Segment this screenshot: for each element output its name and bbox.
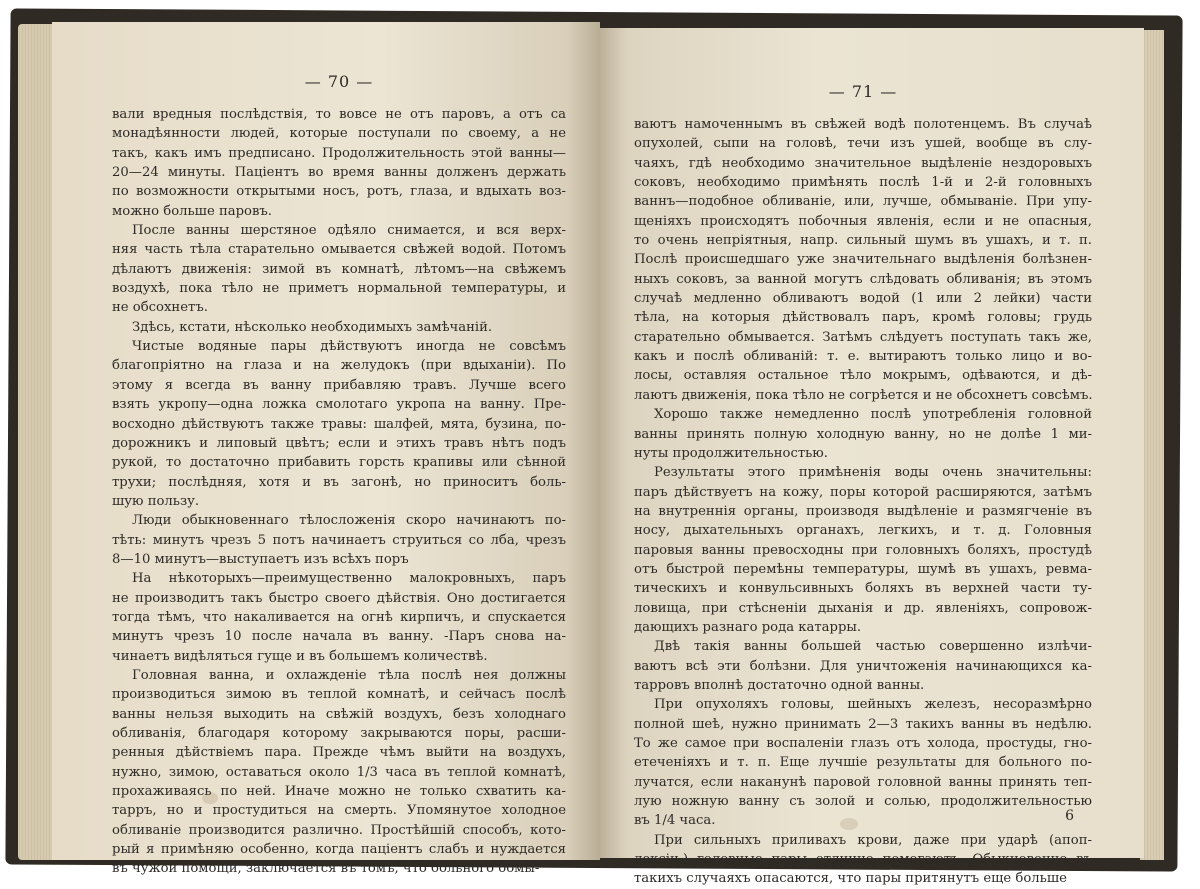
text-line: тѣть: минутъ чрезъ 5 потъ начинаетъ струиться со лба, чрезъ [112, 532, 566, 548]
text-line: отъ быстрой перемѣны температуры, шумѣ въ ушахъ, ревма- [634, 561, 1092, 577]
text-line: То же самое при воспаленіи глазъ отъ холода, простуды, гно- [634, 736, 1092, 751]
text-line: такъ, какъ имъ предписано. Продолжительность этой ванны— [112, 145, 566, 161]
text-line: дѣлаютъ движенія: зимой въ комнатѣ, лѣтомъ—на свѣжемъ [112, 261, 566, 277]
text-line: При сильныхъ приливахъ крови, даже при ударѣ (апоп- [654, 832, 1092, 848]
text-line: этому я всегда въ ванну прибавляю травъ. Лучше всего [112, 377, 566, 393]
paper-stain [202, 792, 218, 804]
text-line: благопріятно на глаза и на желудокъ (при вдыханіи). По [112, 358, 566, 374]
text-line: случаѣ медленно обливаютъ водой (1 или 2 лейки) части [634, 291, 1092, 307]
text-line: тическихъ и конвульсивныхъ боляхъ въ верхней части ту- [634, 581, 1092, 597]
text-line: минутъ чрезъ 10 после начала въ ванну. -Паръ снова на- [112, 629, 566, 645]
text-line: то очень непріятныя, напр. сильный шумъ въ ушахъ, и т. п. [634, 233, 1092, 249]
text-line: обливаніе производится различно. Простѣйшій способъ, кото- [112, 822, 566, 838]
text-line: прохаживаясь по ней. Иначе можно не только схватить ка- [112, 784, 566, 800]
text-line: старательно обмывается. Затѣмъ слѣдуетъ поступать такъ же, [634, 329, 1092, 345]
left-page [52, 22, 600, 877]
text-line: Головная ванна, и охлажденіе тѣла послѣ нея должны [132, 667, 566, 683]
text-line: паръ дѣйствуетъ на кожу, поры которой расширяются, затѣмъ [634, 484, 1092, 500]
text-line: вали вредныя послѣдствія, то вовсе не отъ паровъ, а отъ са [112, 107, 566, 122]
right-page-text [634, 115, 1092, 889]
text-line: ваютъ всѣ эти болѣзни. Для уничтоженія начинающихся ка- [634, 658, 1092, 674]
text-line: етеченіяхъ и т. п. Еще лучшіе результаты для больного по- [634, 755, 1092, 771]
text-line: няя часть тѣла старательно омывается свѣжей водой. Потомъ [112, 242, 566, 258]
text-line: На нѣкоторыхъ—преимущественно малокровныхъ, паръ [132, 571, 566, 587]
text-line: тарровъ вполнѣ достаточно одной ванны. [634, 677, 925, 693]
text-line: рый я примѣняю особенно, когда паціентъ слабъ и нуждается [112, 842, 566, 858]
text-line: лаютъ движенія, пока тѣло не согрѣется и не обсохнетъ совсѣмъ. [634, 387, 1093, 403]
paper-stain [840, 818, 858, 830]
text-line: обливанія, благодаря которому закрываются поры, расши- [112, 726, 566, 741]
text-line: такихъ случаяхъ опасаются, что пары притянутъ еще больше [634, 871, 1067, 887]
text-line: воздухѣ, пока тѣло не приметъ нормальной температуры, и [112, 281, 566, 297]
text-line: лосы, оставляя остальное тѣло мокрымъ, одѣваются, и дѣ- [634, 368, 1092, 384]
left-page-number: — 70 — [304, 72, 374, 91]
text-line: Чистые водяные пары дѣйствуютъ иногда не совсѣмъ [132, 339, 566, 355]
text-line: какъ и послѣ обливаній: т. е. вытираютъ только лицо и во- [634, 349, 1092, 365]
text-line: нуты продолжительностью. [634, 445, 828, 461]
text-line: ванны нельзя выходить на свѣжій воздухъ, безъ холоднаго [112, 706, 566, 722]
text-line: Послѣ происшедшаго уже значительнаго выдѣленія болѣзнен- [634, 252, 1092, 268]
text-line: ваннъ—подобное обливаніе, или, лучше, обмываніе. При упу- [634, 194, 1092, 210]
text-line: не обсохнетъ. [112, 300, 208, 316]
text-line: не производитъ такъ быстро своего дѣйствія. Оно достигается [112, 590, 566, 606]
text-line: лексіи.) головные пары отлично помогаютъ. Обыкновенно въ [634, 852, 1092, 868]
text-line: нужно, зимою, оставаться около 1/3 часа въ теплой комнатѣ, [112, 764, 566, 780]
text-line: Результаты этого примѣненія воды очень значительны: [654, 465, 1092, 481]
text-line: можно больше паровъ. [112, 203, 272, 219]
text-line: 8—10 минутъ—выступаетъ изъ всѣхъ поръ [112, 551, 409, 567]
text-line: ваютъ намоченнымъ въ свѣжей водѣ полотенцемъ. Въ случаѣ [634, 117, 1092, 132]
text-line: лую ножную ванну съ золой и солью, продолжительностью [634, 794, 1092, 810]
text-line: дающихъ разнаго рода катарры. [634, 619, 862, 635]
text-line: соковъ, необходимо примѣнять послѣ 1-й и 2-й головныхъ [634, 175, 1092, 191]
text-line: щеніяхъ происходятъ побочныя явленія, если и не опасныя, [634, 213, 1092, 229]
text-line: носу, дыхательныхъ органахъ, легкихъ, и т. д. Головныя [634, 523, 1092, 539]
text-line: производиться зимою въ теплой комнатѣ, и сейчасъ послѣ [112, 687, 566, 703]
text-line: Люди обыкновеннаго тѣлосложенія скоро начинаютъ по- [132, 513, 566, 529]
text-line: дорожникъ и липовый цвѣтъ; если и этихъ травъ нѣтъ подъ [112, 435, 566, 451]
text-line: взять укропу—одна ложка смолотаго укропа на ванну. Пре- [112, 397, 566, 413]
text-line: Двѣ такія ванны большей частью совершенно излѣчи- [654, 639, 1092, 655]
text-line: опухолей, сыпи на головѣ, течи изъ ушей, вообще въ слу- [634, 136, 1092, 152]
text-line: лучатся, если наканунѣ паровой головной ванны принять теп- [634, 774, 1092, 790]
text-line: После ванны шерстяное одѣяло снимается, и вся верх- [132, 223, 566, 239]
signature-mark: 6 [1065, 808, 1074, 824]
text-line: паровыя ванны превосходны при головныхъ боляхъ, простудѣ [634, 542, 1092, 558]
text-line: ловища, при стѣсненіи дыханія и др. явленіяхъ, сопровож- [634, 600, 1092, 616]
text-line: ренныя дѣйствіемъ пара. Прежде чѣмъ выйти на воздухъ, [112, 745, 566, 761]
text-line: Хорошо также немедленно послѣ употребленія головной [654, 407, 1092, 423]
text-line: чинаетъ видѣляться гуще и въ большемъ количествѣ. [112, 648, 488, 664]
text-line: При опухоляхъ головы, шейныхъ железъ, несоразмѣрно [654, 697, 1092, 713]
left-page-text [112, 105, 566, 879]
text-line: въ 1/4 часа. [634, 813, 716, 829]
text-line: 20—24 минуты. Паціентъ во время ванны долженъ держать [112, 165, 566, 181]
text-line: на внутреннія органы, производя выдѣленіе и размягченіе въ [634, 503, 1092, 519]
text-line: трухи; послѣдняя, хотя и въ загонѣ, но приноситъ боль- [112, 474, 566, 490]
text-line: тѣла, на которыя дѣйствовалъ паръ, кромѣ головы; грудь [634, 310, 1092, 326]
text-line: рукой, то достаточно прибавить горсть крапивы или сѣнной [112, 455, 566, 471]
right-page-number: — 71 — [828, 82, 898, 101]
text-line: восходно дѣйствуютъ также травы: шалфей, мята, бузина, по- [112, 416, 566, 432]
text-line: шую пользу. [112, 493, 200, 509]
text-line: монадѣянности людей, которые поступали по своему, а не [112, 126, 566, 142]
right-page [600, 28, 1144, 887]
text-line: ванны принять полную холодную ванну, но не долѣе 1 ми- [634, 426, 1092, 442]
text-line: полной шеѣ, нужно принимать 2—3 такихъ ванны въ недѣлю. [634, 716, 1092, 732]
text-line: Здѣсь, кстати, нѣсколько необходимыхъ замѣчаній. [132, 319, 493, 335]
text-line: ныхъ соковъ, за ванной могутъ слѣдовать обливанія; въ этомъ [634, 271, 1092, 287]
text-line: тогда тѣмъ, что накаливается на огнѣ кирпичъ, и спускается [112, 609, 566, 625]
text-line: въ чужой помощи, заключается въ томъ, что больного обмы- [112, 861, 540, 877]
text-line: по возможности открытыми носъ, ротъ, глаза, и вдыхать воз- [112, 184, 566, 200]
text-line: чаяхъ, гдѣ необходимо значительное выдѣленіе нездоровыхъ [634, 155, 1092, 171]
text-line: тарръ, но и простудиться на смерть. Упомянутое холодное [112, 803, 566, 819]
